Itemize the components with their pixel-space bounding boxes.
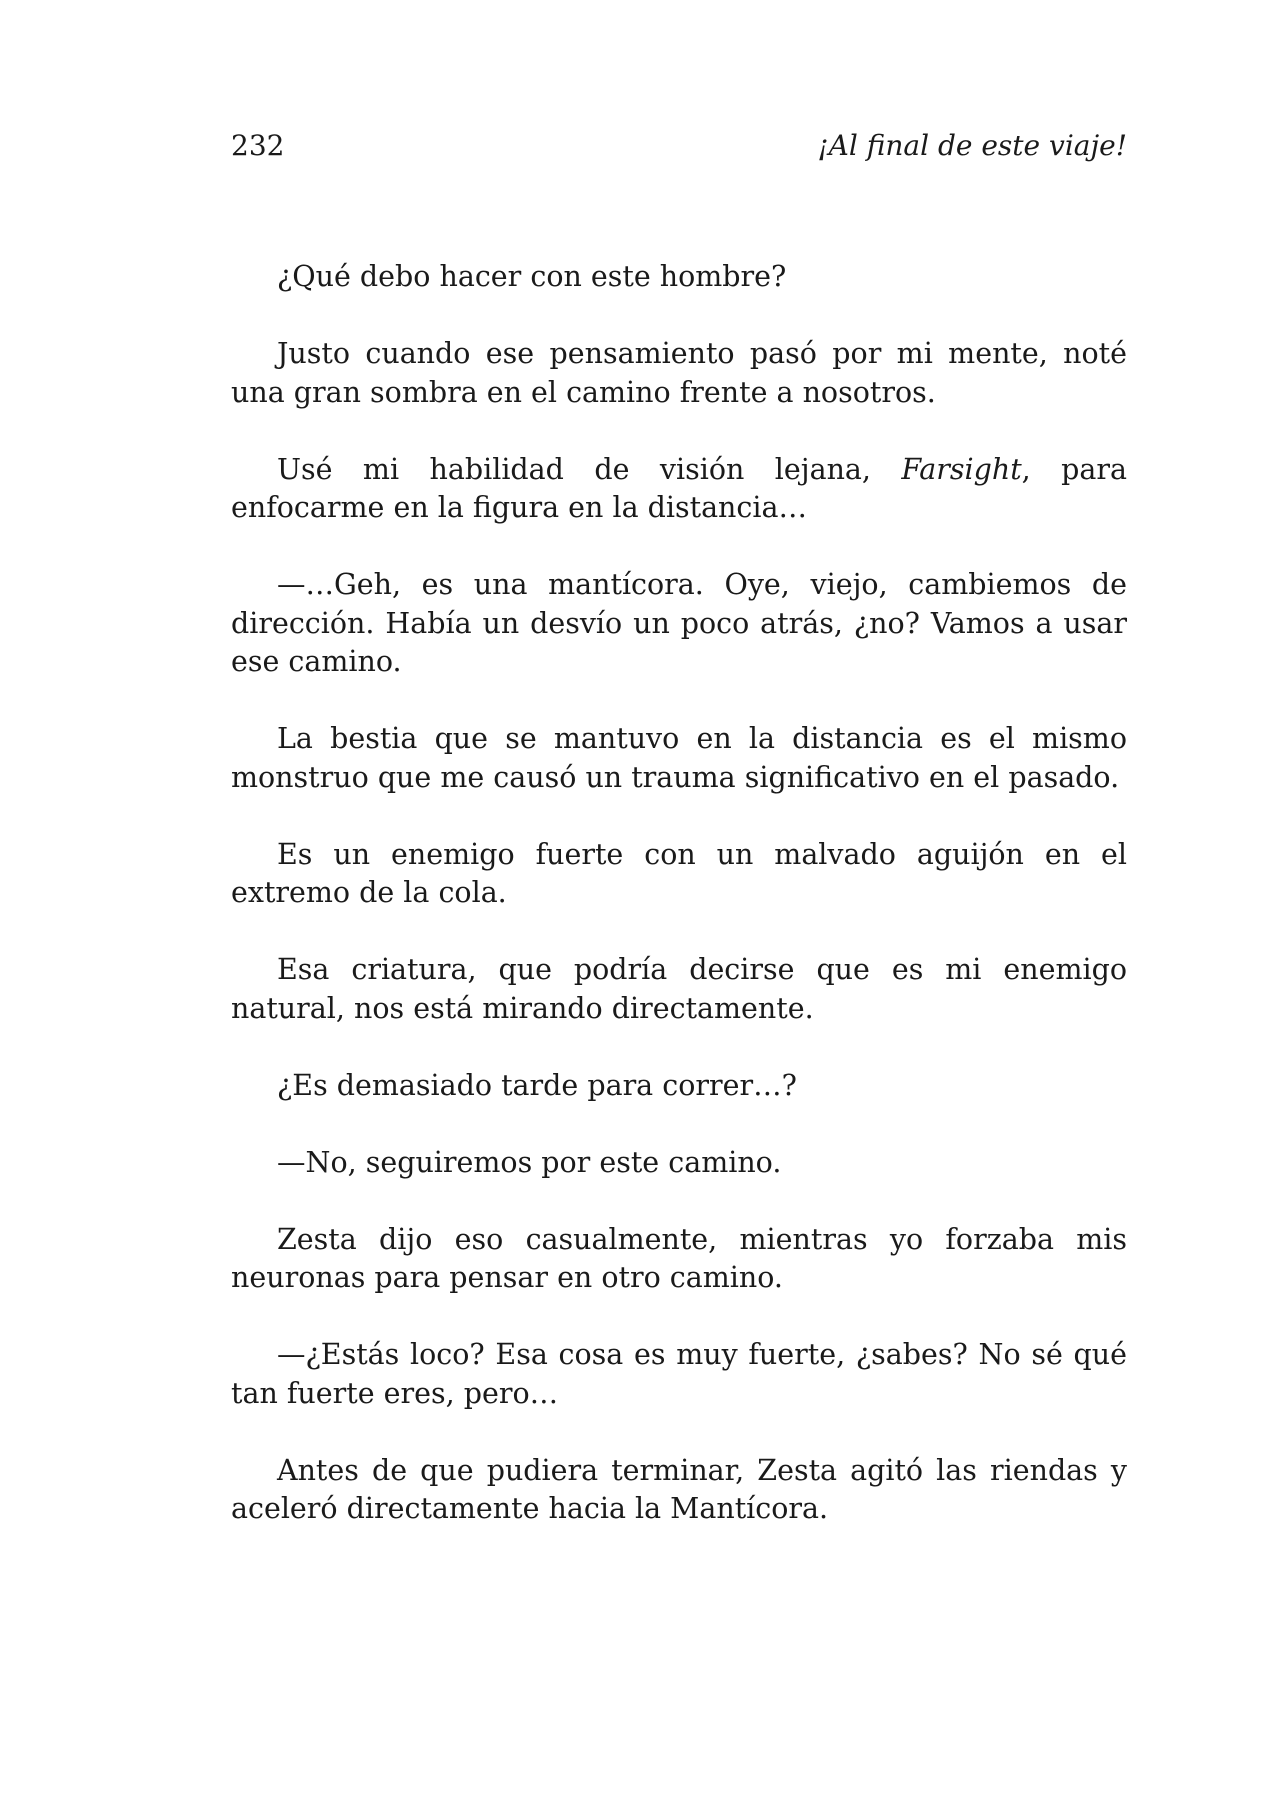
chapter-body xyxy=(231,258,1127,1567)
paragraph: Esa criatura, que podría decirse que es mi enemigo natural, nos está mirando directamente. xyxy=(231,953,1127,1025)
paragraph: La bestia que se mantuvo en la distancia es el mismo monstruo que me causó un trauma significativo en el pasado. xyxy=(231,722,1127,794)
paragraph: ¿Es demasiado tarde para correr…? xyxy=(277,1068,797,1102)
paragraph xyxy=(231,451,1127,528)
page-number: 232 xyxy=(231,129,285,162)
book-page xyxy=(231,0,1127,1807)
paragraph: —No, seguiremos por este camino. xyxy=(277,1145,782,1179)
paragraph: ¿Qué debo hacer con este hombre? xyxy=(277,260,787,293)
running-title: ¡Al final de este viaje! xyxy=(817,129,1127,162)
paragraph: —¿Estás loco? Esa cosa es muy fuerte, ¿sabes? No sé qué tan fuerte eres, pero… xyxy=(231,1338,1127,1410)
paragraph: Zesta dijo eso casualmente, mientras yo forzaba mis neuronas para pensar en otro camino. xyxy=(231,1222,1127,1294)
paragraph: Antes de que pudiera terminar, Zesta agitó las riendas y aceleró directamente hacia la Mantícora. xyxy=(231,1453,1127,1525)
paragraph: —…Geh, es una mantícora. Oye, viejo, cambiemos de dirección. Había un desvío un poco atrás, ¿no? Vamos a usar ese camino. xyxy=(231,568,1127,678)
italic-term: Farsight xyxy=(901,452,1022,486)
running-header xyxy=(231,128,1127,164)
paragraph: Es un enemigo fuerte con un malvado aguijón en el extremo de la cola. xyxy=(231,837,1127,909)
paragraph: Justo cuando ese pensamiento pasó por mi mente, noté una gran sombra en el camino frente a nosotros. xyxy=(231,337,1127,409)
paragraph-text: , para enfocarme en la figura en la distancia… xyxy=(231,452,1127,524)
paragraph-text: Usé mi habilidad de visión lejana, xyxy=(277,452,902,486)
